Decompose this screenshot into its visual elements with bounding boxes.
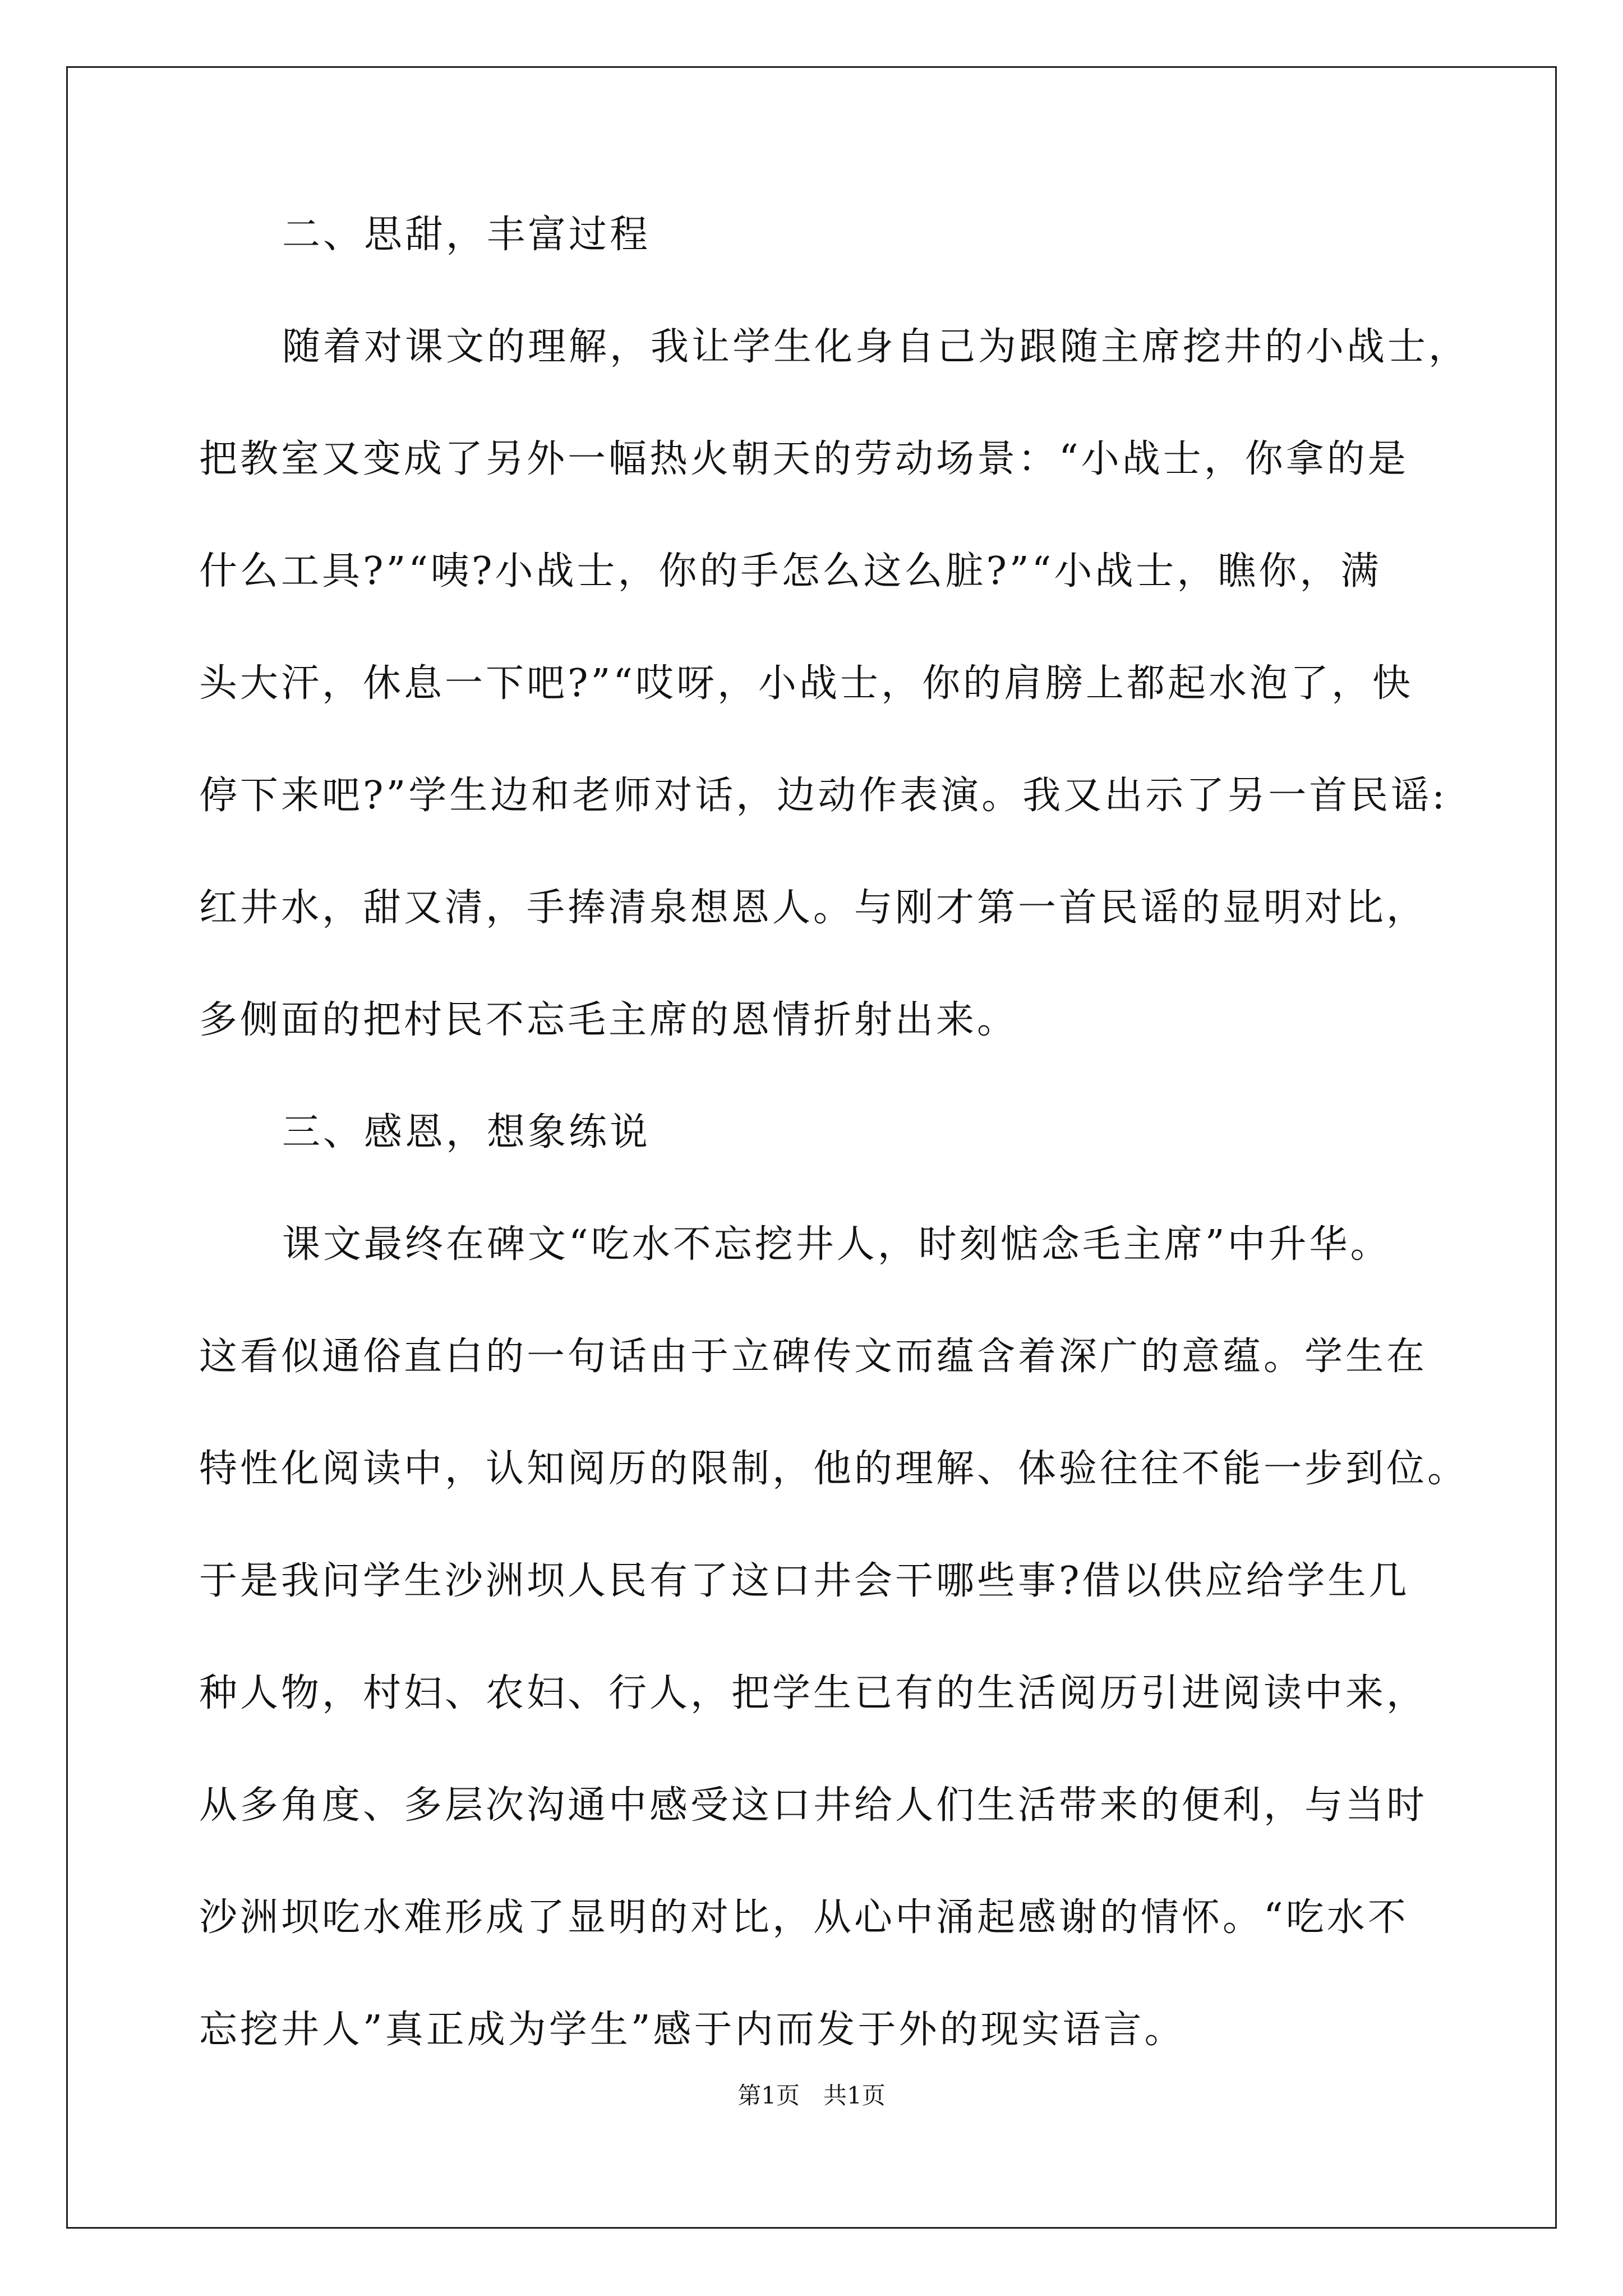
paragraph-line: 从多角度、多层次沟通中感受这口井给人们生活带来的便利，与当时 [199, 1783, 1428, 1828]
paragraph-line: 随着对课文的理解，我让学生化身自己为跟随主席挖井的小战士， [282, 325, 1470, 369]
paragraph-line: 忘挖井人”真正成为学生”感于内而发于外的现实语言。 [199, 2008, 1186, 2052]
paragraph-line: 什么工具?”“咦?小战士，你的手怎么这么脏?”“小战士，瞧你，满 [199, 549, 1382, 593]
paragraph-line: 沙洲坝吃水难形成了显明的对比，从心中涌起感谢的情怀。“吃水不 [199, 1895, 1409, 1940]
paragraph-line: 于是我问学生沙洲坝人民有了这口井会干哪些事?借以供应给学生几 [199, 1559, 1410, 1603]
paragraph-line: 种人物，村妇、农妇、行人，把学生已有的生活阅历引进阅读中来， [199, 1671, 1428, 1715]
paragraph-line: 多侧面的把村民不忘毛主席的恩情折射出来。 [199, 998, 1018, 1042]
paragraph-line: 停下来吧?”学生边和老师对话，边动作表演。我又出示了另一首民谣: [199, 774, 1448, 818]
paragraph-line: 课文最终在碑文“吃水不忘挖井人，时刻惦念毛主席”中升华。 [282, 1222, 1391, 1267]
paragraph-line: 红井水，甜又清，手捧清泉想恩人。与刚才第一首民谣的显明对比， [199, 886, 1428, 930]
page-number-footer: 第1页 共1页 [737, 2082, 886, 2109]
paragraph-line: 头大汗，休息一下吧?”“哎呀，小战士，你的肩膀上都起水泡了，快 [199, 661, 1413, 706]
paragraph-line: 把教室又变成了另外一幅热火朝天的劳动场景：“小战士，你拿的是 [199, 437, 1409, 481]
paragraph-line: 特性化阅读中，认知阅历的限制，他的理解、体验往往不能一步到位。 [199, 1447, 1469, 1491]
paragraph-line: 这看似通俗直白的一句话由于立碑传文而蕴含着深广的意蕴。学生在 [199, 1335, 1428, 1379]
section-heading: 三、感恩，想象练说 [282, 1110, 651, 1154]
section-heading: 二、思甜，丰富过程 [282, 213, 651, 257]
